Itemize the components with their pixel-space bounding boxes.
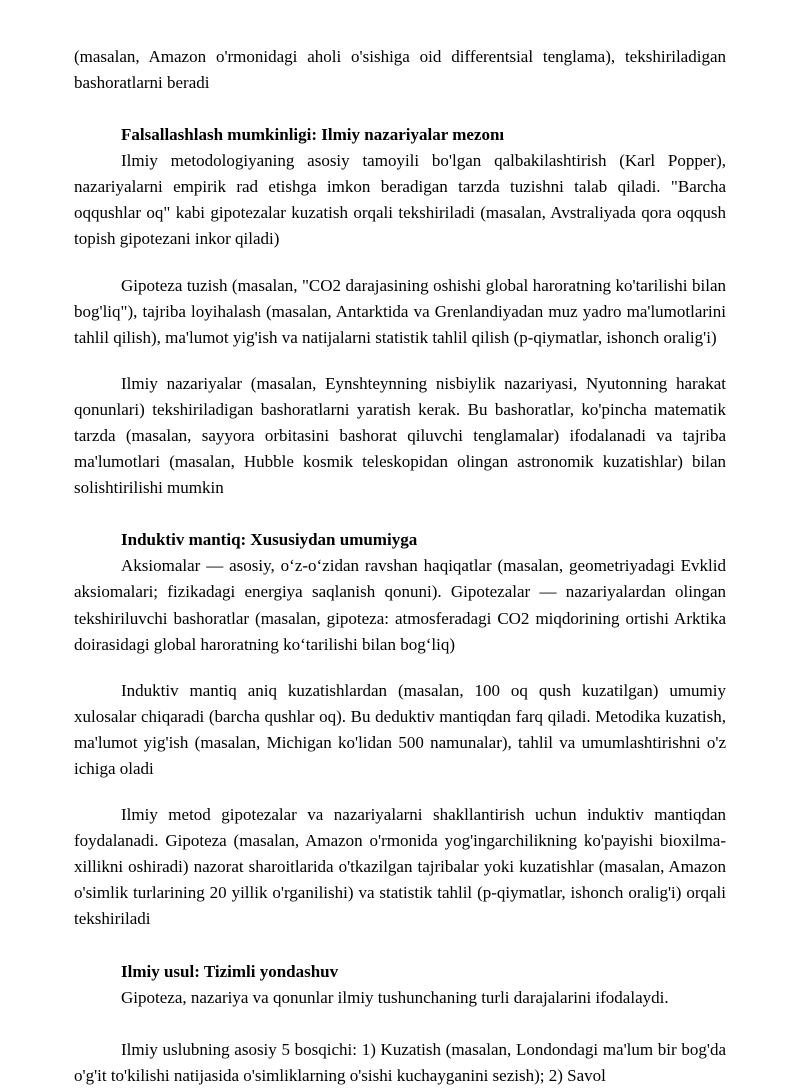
section-heading-scientific-method: Ilmiy usul: Tizimli yondashuv	[121, 961, 339, 981]
paragraph: Ilmiy metod gipotezalar va nazariyalarni shakllantirish uchun induktiv mantiqdan foydalanadi. Gipoteza (masalan, Amazon o'rmonida yog'ingarchilikning ko'payishi bioxilma-xillikni oshiradi) nazorat sharoitlarida o'tkazilgan tajribalar yoki kuzatishlar (masalan, Amazon o'simlik turlarining 20 yillik o'rganilishi) va statistik tahlil (p-qiymatlar, ishonch oralig'i) orqali tekshiriladi	[74, 805, 726, 929]
section-heading-falsifiability: Falsallashlash mumkinligi: Ilmiy nazariyalar mezonı	[121, 125, 505, 145]
continuation-paragraph: (masalan, Amazon o'rmonidagi aholi o'sishiga oid differentsial tenglama), tekshiriladigan bashoratlarni beradi	[74, 47, 726, 93]
paragraph: Ilmiy metodologiyaning asosiy tamoyili bo'lgan qalbakilashtirish (Karl Popper), nazariyalarni empirik rad etishga imkon beradigan tarzda tuzishni talab qiladi. "Barcha oqqushlar oq" kabi gipotezalar kuzatish orqali tekshiriladi (masalan, Avstraliyada qora oqqush topish gipotezani inkor qiladi)	[74, 151, 726, 249]
paragraph: Gipoteza tuzish (masalan, "CO2 darajasining oshishi global haroratning ko'tarilishi bilan bog'liq"), tajriba loyihalash (masalan, Antarktida va Grenlandiyadan muz yadro ma'lumotlarini tahlil qilish), ma'lumot yig'ish va natijalarni statistik tahlil qilish (p-qiymatlar, ishonch oralig'i)	[74, 275, 726, 347]
paragraph: Induktiv mantiq aniq kuzatishlardan (masalan, 100 oq qush kuzatilgan) umumiy xulosalar chiqaradi (barcha qushlar oq). Bu deduktiv mantiqdan farq qiladi. Metodika kuzatish, ma'lumot yig'ish (masalan, Michigan ko'lidan 500 namunalar), tahlil va umumlashtirishni o'z ichiga oladi	[74, 680, 726, 778]
paragraph: Ilmiy uslubning asosiy 5 bosqichi: 1) Kuzatish (masalan, Londondagi ma'lum bir bog'da o'g'it to'kilishi natijasida o'simliklarning o'sishi kuchayganini sezish); 2) Savol	[74, 1039, 726, 1085]
paragraph: Aksiomalar — asosiy, oʻz-oʻzidan ravshan haqiqatlar (masalan, geometriyadagi Evklid aksiomalari; fizikadagi energiya saqlanish qonuni). Gipotezalar — nazariyalardan olingan tekshiriluvchi bashoratlar (masalan, gipoteza: atmosferadagi CO2 miqdorining ortishi Arktika doirasidagi global haroratning koʻtarilishi bilan bogʻliq)	[74, 556, 726, 654]
paragraph: Gipoteza, nazariya va qonunlar ilmiy tushunchaning turli darajalarini ifodalaydi.	[121, 987, 669, 1007]
section-heading-inductive-logic: Induktiv mantiq: Xususiydan umumiyga	[121, 530, 418, 550]
paragraph: Ilmiy nazariyalar (masalan, Eynshteynning nisbiylik nazariyasi, Nyutonning harakat qonunlari) tekshiriladigan bashoratlarni yaratish kerak. Bu bashoratlar, ko'pincha matematik tarzda (masalan, sayyora orbitasini bashorat qiluvchi tenglamalar) ifodalanadi va tajriba ma'lumotlari (masalan, Hubble kosmik teleskopidan olingan astronomik kuzatishlar) bilan solishtirilishi mumkin	[74, 373, 726, 498]
